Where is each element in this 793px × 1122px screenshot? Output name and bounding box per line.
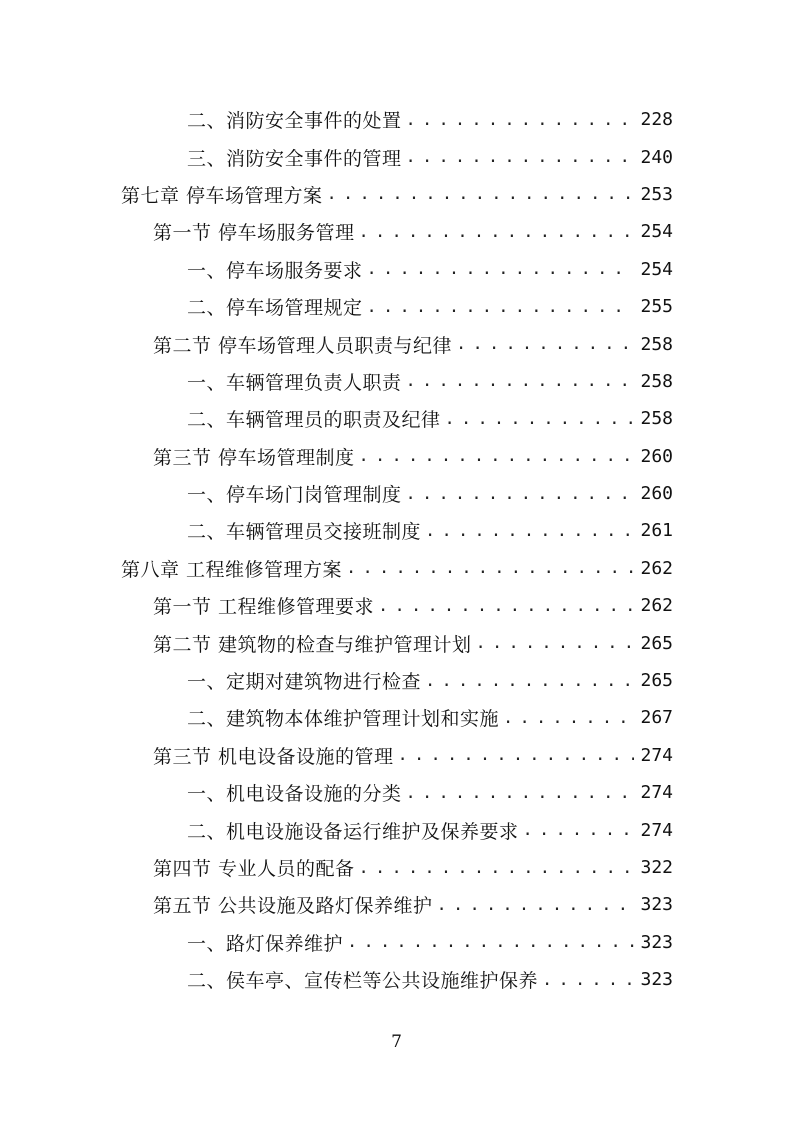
- toc-entry[interactable]: [0, 101, 793, 138]
- toc-entry[interactable]: [0, 325, 793, 362]
- toc-entry[interactable]: [0, 213, 793, 250]
- toc-entry[interactable]: [0, 737, 793, 774]
- toc-entry-page: 253: [640, 183, 673, 205]
- toc-entry-title: 一、车辆管理负责人职责: [187, 371, 402, 394]
- toc-dot-leader: [542, 970, 634, 990]
- toc-entry-title: 第一节 停车场服务管理: [153, 222, 355, 245]
- toc-entry-page: 240: [640, 146, 673, 168]
- toc-dot-leader: [359, 446, 635, 466]
- toc-entry[interactable]: [0, 961, 793, 998]
- toc-dot-leader: [378, 596, 634, 616]
- toc-entry-title: 第二节 停车场管理人员职责与纪律: [153, 334, 453, 357]
- toc-entry[interactable]: [0, 363, 793, 400]
- table-of-contents: [0, 101, 793, 998]
- toc-entry-title: 一、停车场门岗管理制度: [187, 484, 402, 507]
- toc-entry[interactable]: [0, 251, 793, 288]
- toc-entry[interactable]: [0, 774, 793, 811]
- toc-dot-leader: [327, 184, 635, 204]
- toc-entry[interactable]: [0, 699, 793, 736]
- toc-entry[interactable]: [0, 138, 793, 175]
- toc-dot-leader: [359, 858, 635, 878]
- toc-entry-title: 一、停车场服务要求: [187, 259, 363, 282]
- toc-dot-leader: [406, 484, 635, 504]
- toc-entry-title: 二、消防安全事件的处置: [187, 110, 402, 133]
- toc-entry-title: 二、机电设施设备运行维护及保养要求: [187, 820, 519, 843]
- toc-dot-leader: [476, 633, 635, 653]
- toc-entry-title: 二、停车场管理规定: [187, 297, 363, 320]
- toc-dot-leader: [346, 558, 634, 578]
- toc-entry[interactable]: [0, 811, 793, 848]
- toc-entry[interactable]: [0, 288, 793, 325]
- toc-entry-page: 323: [640, 894, 673, 916]
- toc-entry[interactable]: [0, 924, 793, 961]
- toc-dot-leader: [445, 409, 635, 429]
- toc-entry-title: 二、车辆管理员的职责及纪律: [187, 409, 441, 432]
- page-number: 7: [391, 1032, 402, 1052]
- toc-entry-page: 258: [640, 370, 673, 392]
- toc-entry-title: 一、路灯保养维护: [187, 932, 344, 955]
- toc-entry-title: 一、定期对建筑物进行检查: [187, 671, 422, 694]
- toc-entry-title: 二、侯车亭、宣传栏等公共设施维护保养: [187, 970, 539, 993]
- toc-entry-title: 二、车辆管理员交接班制度: [187, 521, 422, 544]
- toc-entry-page: 254: [640, 258, 673, 280]
- toc-entry-page: 258: [640, 333, 673, 355]
- toc-entry-page: 274: [640, 744, 673, 766]
- toc-dot-leader: [367, 259, 635, 279]
- toc-dot-leader: [367, 297, 635, 317]
- toc-dot-leader: [406, 783, 635, 803]
- toc-entry-page: 254: [640, 221, 673, 243]
- toc-dot-leader: [347, 932, 634, 952]
- toc-entry-page: 323: [640, 931, 673, 953]
- toc-dot-leader: [437, 895, 635, 915]
- toc-entry-page: 262: [640, 557, 673, 579]
- toc-entry[interactable]: [0, 662, 793, 699]
- toc-entry-title: 第四节 专业人员的配备: [153, 858, 355, 880]
- toc-entry-page: 322: [640, 857, 673, 878]
- toc-dot-leader: [406, 147, 635, 167]
- toc-entry[interactable]: [0, 512, 793, 549]
- toc-entry-page: 265: [640, 670, 673, 692]
- toc-entry-page: 265: [640, 632, 673, 654]
- toc-entry-page: 262: [640, 595, 673, 617]
- toc-entry-page: 260: [640, 445, 673, 467]
- toc-entry-page: 274: [640, 782, 673, 804]
- toc-entry[interactable]: [0, 400, 793, 437]
- toc-entry-title: 一、机电设备设施的分类: [187, 783, 402, 806]
- toc-dot-leader: [425, 521, 634, 541]
- toc-entry-title: 三、消防安全事件的管理: [187, 147, 402, 170]
- toc-entry-title: 二、建筑物本体维护管理计划和实施: [187, 708, 500, 731]
- toc-entry[interactable]: [0, 475, 793, 512]
- toc-entry-page: 258: [640, 408, 673, 430]
- toc-entry-page: 267: [640, 707, 673, 729]
- toc-entry-title: 第三节 停车场管理制度: [153, 446, 355, 469]
- toc-entry-page: 260: [640, 483, 673, 505]
- toc-dot-leader: [406, 371, 635, 391]
- toc-entry-page: 255: [640, 296, 673, 318]
- toc-entry-page: 228: [640, 109, 673, 131]
- toc-entry-title: 第五节 公共设施及路灯保养维护: [153, 895, 433, 918]
- toc-dot-leader: [406, 110, 635, 130]
- toc-entry[interactable]: [0, 886, 793, 923]
- toc-entry[interactable]: [0, 849, 793, 886]
- toc-dot-leader: [359, 222, 635, 242]
- toc-entry-title: 第八章 工程维修管理方案: [121, 558, 343, 581]
- toc-entry[interactable]: [0, 624, 793, 661]
- toc-entry[interactable]: [0, 587, 793, 624]
- toc-entry[interactable]: [0, 176, 793, 213]
- toc-entry-page: 261: [640, 520, 673, 542]
- toc-entry[interactable]: [0, 550, 793, 587]
- toc-dot-leader: [456, 334, 634, 354]
- toc-entry-title: 第三节 机电设备设施的管理: [153, 745, 394, 768]
- toc-entry[interactable]: [0, 438, 793, 475]
- toc-entry-page: 323: [640, 969, 673, 991]
- toc-entry-title: 第七章 停车场管理方案: [121, 184, 323, 207]
- toc-entry-title: 第二节 建筑物的检查与维护管理计划: [153, 633, 472, 656]
- toc-dot-leader: [425, 671, 634, 691]
- toc-entry-page: 274: [640, 819, 673, 841]
- toc-entry-title: 第一节 工程维修管理要求: [153, 596, 375, 619]
- toc-dot-leader: [503, 708, 634, 728]
- toc-dot-leader: [398, 745, 635, 765]
- toc-dot-leader: [523, 820, 635, 840]
